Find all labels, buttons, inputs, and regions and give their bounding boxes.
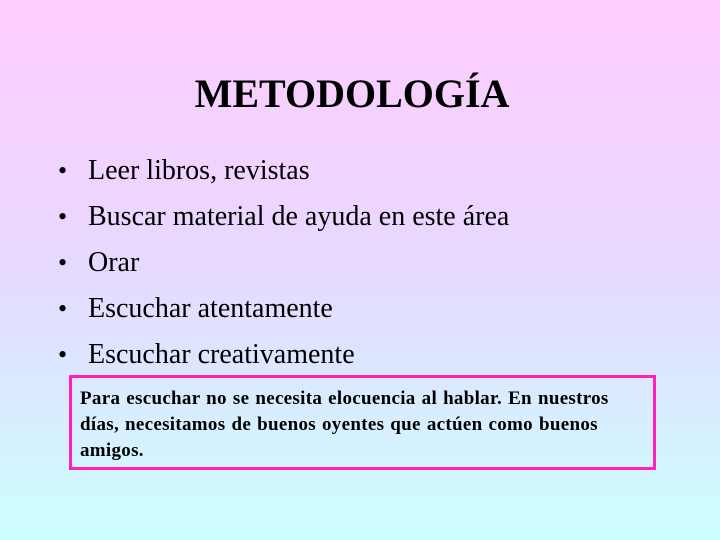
bullet-text: Leer libros, revistas xyxy=(88,155,310,186)
bullet-text: Escuchar atentamente xyxy=(88,293,333,324)
bullet-icon: • xyxy=(58,202,68,231)
bullet-text: Buscar material de ayuda en este área xyxy=(88,201,510,232)
bullet-text: Escuchar creativamente xyxy=(88,339,355,370)
note-text: Para escuchar no se necesita elocuencia al hablar. En nuestros días, necesitamos de buenos oyentes que actúen como buenos amigos. xyxy=(80,388,609,461)
bullet-text: Orar xyxy=(88,247,140,278)
note-box xyxy=(69,375,656,470)
slide-title: METODOLOGÍA xyxy=(194,71,510,116)
bullet-icon: • xyxy=(58,340,68,369)
bullet-icon: • xyxy=(58,248,68,277)
bullet-icon: • xyxy=(58,156,68,185)
bullet-icon: • xyxy=(58,294,68,323)
